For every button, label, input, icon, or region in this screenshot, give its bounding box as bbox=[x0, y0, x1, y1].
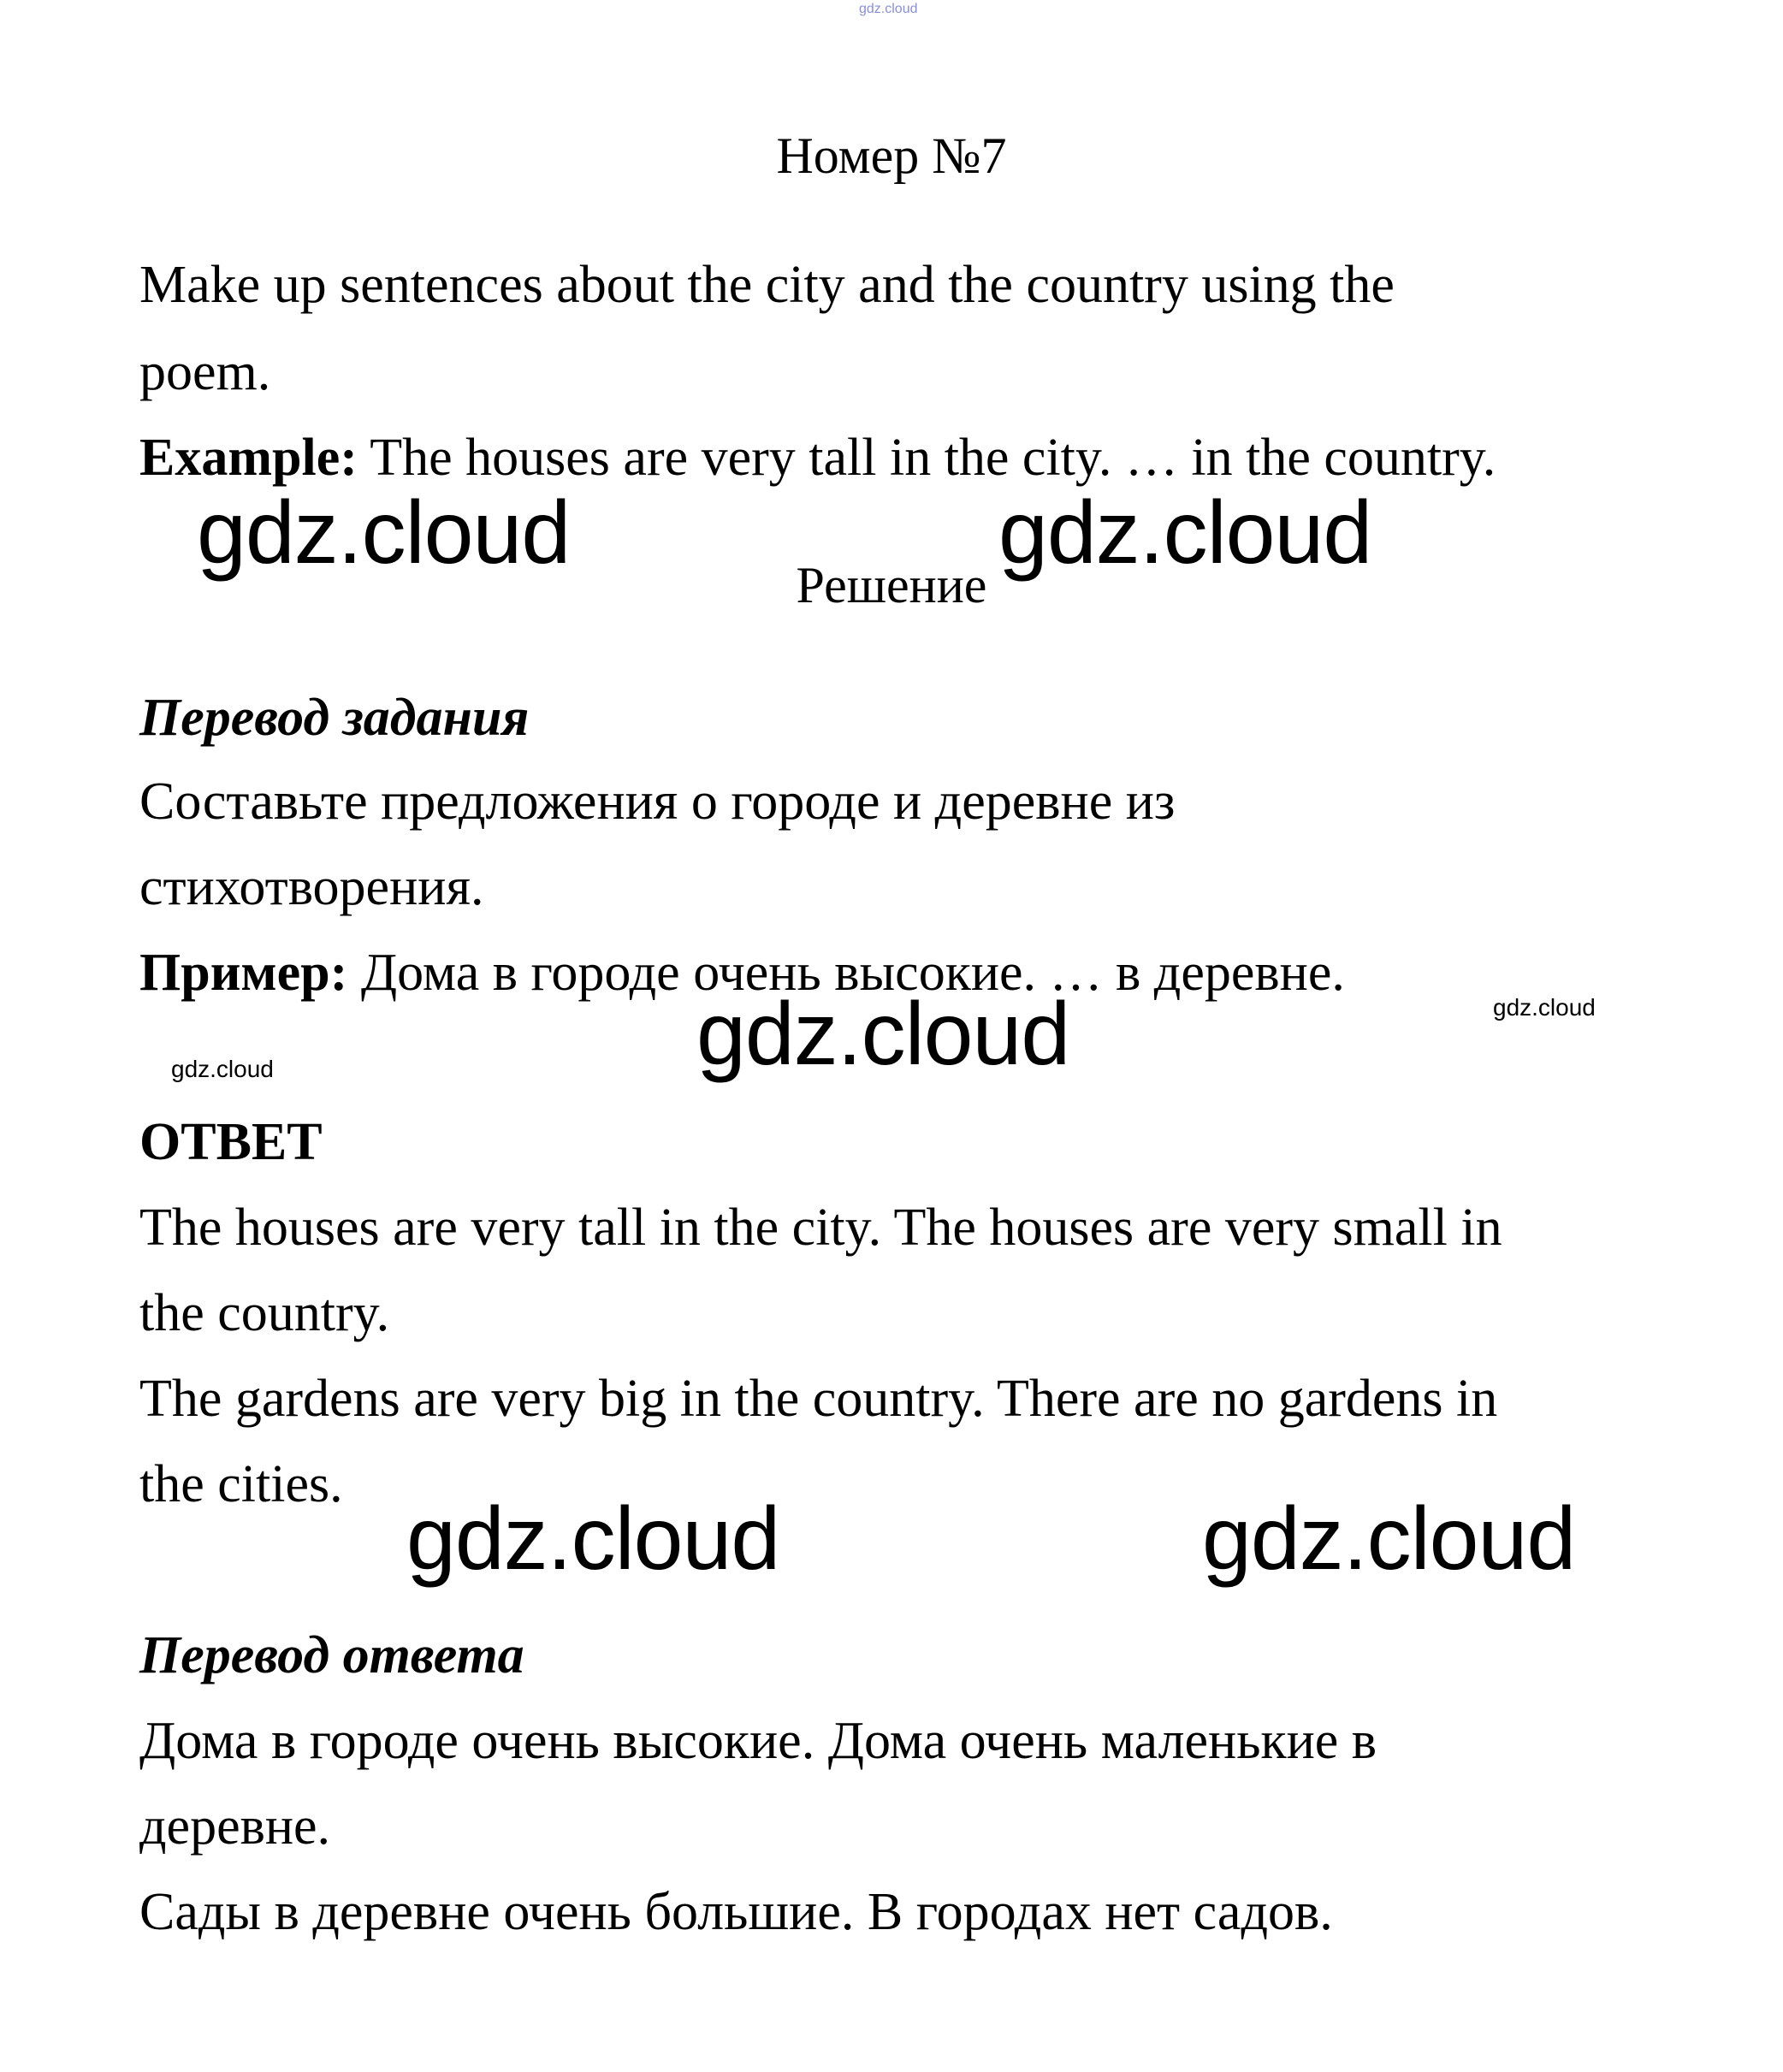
answer-heading: ОТВЕТ bbox=[139, 1113, 323, 1171]
answer-translation-line-1: Дома в городе очень высокие. Дома очень маленькие в bbox=[139, 1712, 1377, 1770]
watermark: gdz.cloud bbox=[1493, 994, 1596, 1021]
answer-translation-line-2: деревне. bbox=[139, 1797, 331, 1856]
task-translation-line-2: стихотворения. bbox=[139, 858, 484, 916]
watermark: gdz.cloud bbox=[998, 483, 1372, 583]
task-example bbox=[139, 429, 1496, 487]
example-label: Example: bbox=[139, 429, 358, 487]
watermark: gdz.cloud bbox=[406, 1489, 780, 1589]
watermark: gdz.cloud bbox=[197, 483, 571, 583]
solution-label: Решение bbox=[796, 557, 987, 613]
example-label: Пример: bbox=[139, 944, 348, 1002]
task-line-1: Make up sentences about the city and the country using the bbox=[139, 256, 1395, 314]
answer-line-2: the country. bbox=[139, 1284, 390, 1342]
task-translation-heading: Перевод задания bbox=[139, 689, 530, 747]
example-text: The houses are very tall in the city. … in the country. bbox=[357, 429, 1496, 487]
answer-line-4: the cities. bbox=[139, 1455, 343, 1513]
watermark: gdz.cloud bbox=[171, 1056, 274, 1082]
page-title: Номер №7 bbox=[776, 127, 1007, 184]
top-watermark: gdz.cloud bbox=[859, 2, 918, 16]
watermark: gdz.cloud bbox=[1202, 1489, 1576, 1589]
answer-translation-heading: Перевод ответа bbox=[139, 1626, 524, 1684]
answer-translation-line-3: Сады в деревне очень большие. В городах нет садов. bbox=[139, 1883, 1333, 1941]
task-translation-line-1: Составьте предложения о городе и деревне из bbox=[139, 773, 1176, 831]
watermark: gdz.cloud bbox=[696, 985, 1070, 1084]
answer-line-3: The gardens are very big in the country. There are no gardens in bbox=[139, 1370, 1498, 1428]
example-text: Дома в городе очень высокие. … в деревне. bbox=[347, 944, 1345, 1002]
answer-line-1: The houses are very tall in the city. The houses are very small in bbox=[139, 1199, 1502, 1257]
task-line-2: poem. bbox=[139, 343, 271, 401]
